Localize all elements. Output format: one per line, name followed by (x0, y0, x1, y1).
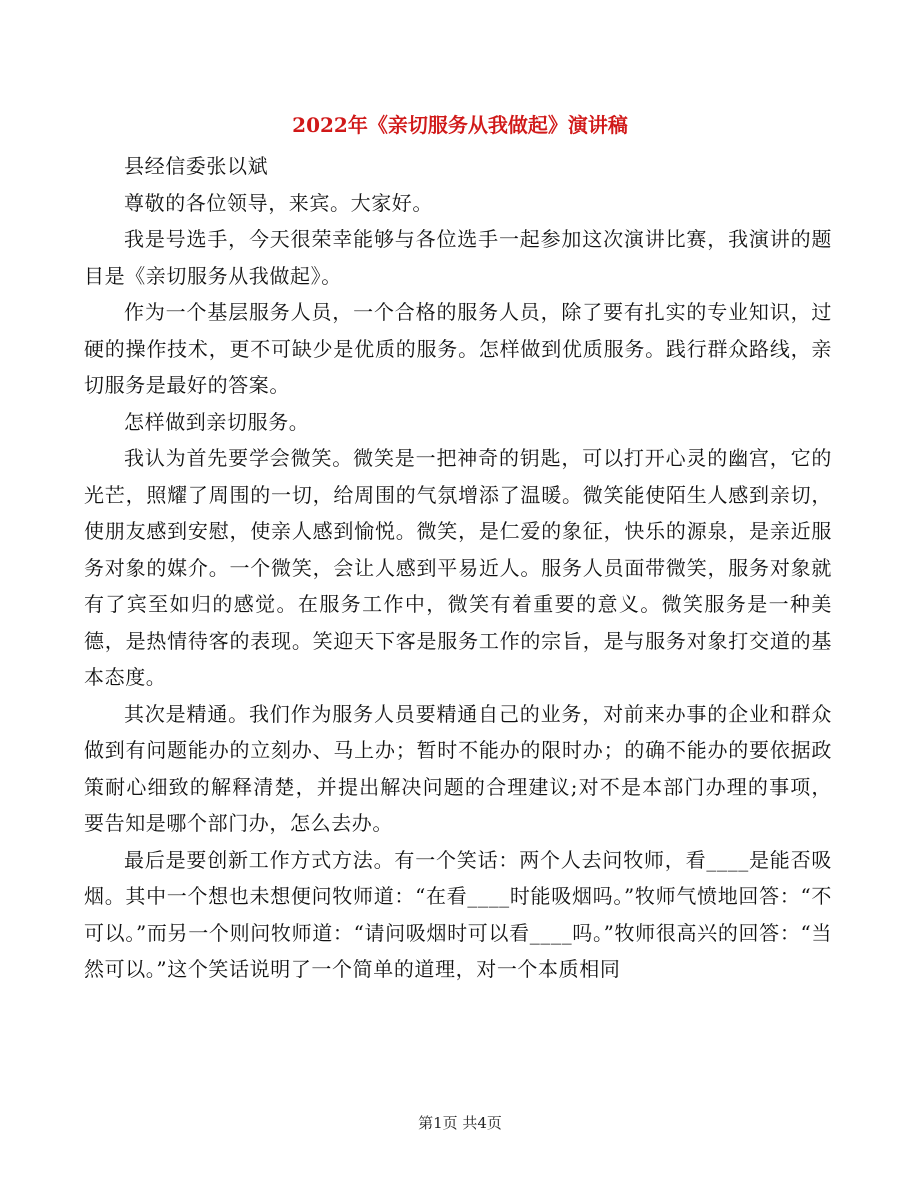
page-number-footer: 第1页 共4页 (418, 1114, 502, 1132)
greeting-paragraph: 尊敬的各位领导，来宾。大家好。 (124, 190, 433, 215)
author-line: 县经信委张以斌 (124, 154, 269, 178)
body-paragraph: 作为一个基层服务人员，一个合格的服务人员，除了要有扎实的专业知识，过硬的操作技术，更不可缺少是优质的服务。怎样做到优质服务。践行群众路线，亲切服务是最好的答案。 (84, 300, 832, 397)
document-title: 2022年《亲切服务从我做起》演讲稿 (292, 113, 628, 137)
body-paragraph: 我认为首先要学会微笑。微笑是一把神奇的钥匙，可以打开心灵的幽宫，它的光芒，照耀了周围的一切，给周围的气氛增添了温暖。微笑能使陌生人感到亲切，使朋友感到安慰，使亲人感到愉悦。微笑，是仁爱的象征，快乐的源泉，是亲近服务对象的媒介。一个微笑，会让人感到平易近人。服务人员面带微笑，服务对象就有了宾至如归的感觉。在服务工作中，微笑有着重要的意义。微笑服务是一种美德，是热情待客的表现。笑迎天下客是服务工作的宗旨，是与服务对象打交道的基本态度。 (84, 446, 832, 689)
body-paragraph: 怎样做到亲切服务。 (124, 409, 310, 434)
document-body (84, 148, 832, 988)
body-paragraph: 其次是精通。我们作为服务人员要精通自己的业务，对前来办事的企业和群众做到有问题能办的立刻办、马上办；暂时不能办的限时办；的确不能办的要依据政策耐心细致的解释清楚，并提出解决问题的合理建议;对不是本部门办理的事项，要告知是哪个部门办，怎么去办。 (84, 701, 832, 835)
intro-paragraph: 我是号选手，今天很荣幸能够与各位选手一起参加这次演讲比赛，我演讲的题目是《亲切服务从我做起》。 (84, 227, 832, 288)
body-paragraph: 最后是要创新工作方式方法。有一个笑话：两个人去问牧师，看____是能否吸烟。其中一个想也未想便问牧师道：“在看____时能吸烟吗。”牧师气愤地回答：“不可以。”而另一个则问牧师道：“请问吸烟时可以看____吗。”牧师很高兴的回答：“当然可以。”这个笑话说明了一个简单的道理，对一个本质相同 (84, 847, 832, 981)
